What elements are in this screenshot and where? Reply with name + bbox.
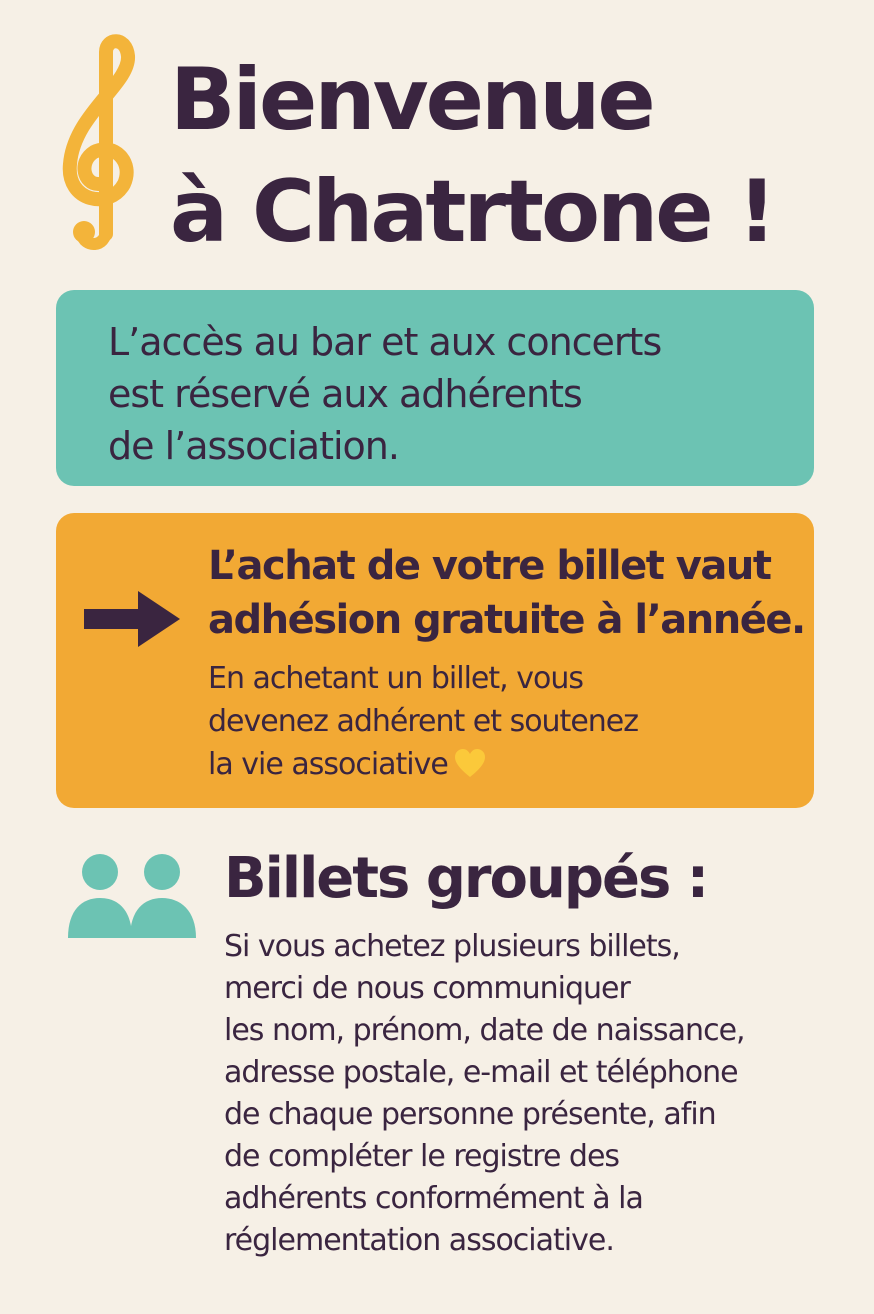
- group-body-line-3: les nom, prénom, date de naissance,: [224, 1013, 745, 1048]
- membership-box: [56, 513, 814, 808]
- group-body-line-6: de compléter le registre des: [224, 1139, 620, 1174]
- people-icon: [66, 852, 198, 942]
- group-body-line-8: réglementation associative.: [224, 1223, 614, 1258]
- group-tickets-description: [224, 926, 745, 1262]
- membership-body-line-2: devenez adhérent et soutenez: [208, 704, 638, 739]
- membership-body-line-3-wrap: [208, 743, 805, 786]
- membership-headline-line-2: adhésion gratuite à l’année.: [208, 597, 805, 643]
- group-body-line-4: adresse postale, e-mail et téléphone: [224, 1055, 738, 1090]
- title-line-2: à Chatrtone !: [170, 162, 774, 262]
- access-notice-text: [108, 316, 814, 472]
- membership-body-line-1: En achetant un billet, vous: [208, 661, 583, 696]
- membership-headline: [208, 539, 805, 647]
- access-notice-line-3: de l’association.: [108, 424, 399, 468]
- group-tickets-title: Billets groupés :: [224, 846, 708, 911]
- group-body-line-5: de chaque personne présente, afin: [224, 1097, 716, 1132]
- title-line-1: Bienvenue: [170, 50, 653, 150]
- membership-text: [208, 539, 805, 786]
- arrow-right-icon: [82, 589, 182, 649]
- membership-headline-line-1: L’achat de votre billet vaut: [208, 543, 771, 589]
- group-body-line-2: merci de nous communiquer: [224, 971, 630, 1006]
- access-notice-line-2: est réservé aux adhérents: [108, 372, 582, 416]
- access-notice-box: [56, 290, 814, 486]
- membership-body-line-3: la vie associative: [208, 747, 448, 782]
- membership-description: [208, 657, 805, 786]
- heart-icon: [454, 748, 486, 778]
- access-notice-line-1: L’accès au bar et aux concerts: [108, 320, 662, 364]
- group-body-line-7: adhérents conformément à la: [224, 1181, 643, 1216]
- page-title: [170, 44, 774, 268]
- group-body-line-1: Si vous achetez plusieurs billets,: [224, 929, 680, 964]
- treble-clef-icon: [54, 34, 144, 254]
